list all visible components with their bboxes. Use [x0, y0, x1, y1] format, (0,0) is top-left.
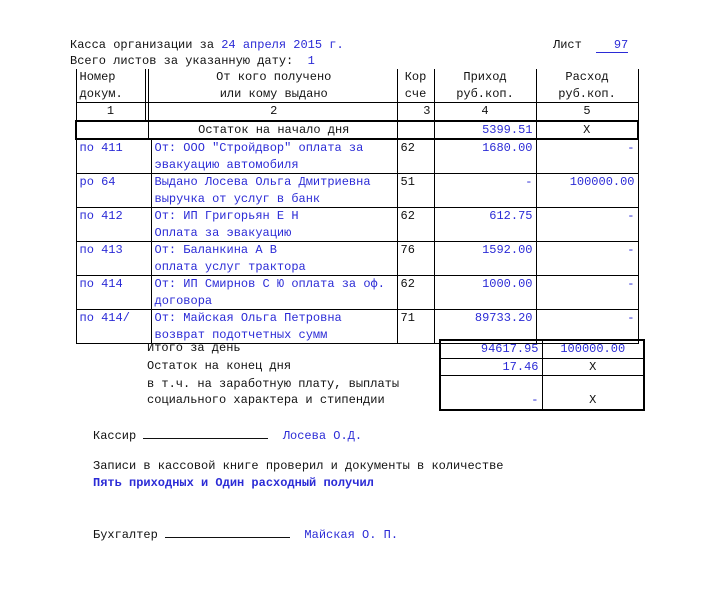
- documents-count: Пять приходных и Один расходный получил: [93, 476, 374, 490]
- ledger-row: [76, 157, 638, 174]
- row-doc-number: ро 64: [76, 174, 151, 191]
- sheets-count: 1: [307, 54, 315, 68]
- col-number-4: 4: [434, 103, 536, 121]
- sheet-label: Лист: [553, 38, 582, 52]
- cashier-label: Кассир: [93, 429, 137, 443]
- row-expense: -: [536, 310, 638, 327]
- header-row-2: [76, 86, 638, 103]
- ledger-row: [76, 276, 638, 293]
- sheet-header: [553, 38, 628, 53]
- ledger-row: [76, 208, 638, 225]
- opening-expense: X: [536, 121, 638, 140]
- row-expense: 100000.00: [536, 174, 638, 191]
- row-description: От: ИП Григорьян Е Н: [151, 208, 397, 225]
- col-out-header: Расход: [536, 69, 638, 86]
- day-total-expense: 100000.00: [542, 340, 644, 358]
- ledger-row: [76, 242, 638, 259]
- row-description: выручка от услуг в банк: [151, 191, 397, 208]
- cashier-line: [93, 427, 362, 443]
- col-num-header: Номер: [76, 69, 145, 86]
- col-from-header-2: или кому выдано: [219, 86, 328, 101]
- row-description: возврат подотчетных сумм: [151, 327, 397, 344]
- row-description: оплата услуг трактора: [151, 259, 397, 276]
- day-total-row: [75, 340, 644, 358]
- salary-row-2: [75, 392, 644, 410]
- cashier-name: Лосева О.Д.: [282, 429, 363, 443]
- salary-expense: X: [542, 392, 644, 410]
- cash-date: 24 апреля 2015 г.: [221, 38, 344, 52]
- cash-label: Касса организации за: [70, 38, 215, 52]
- closing-label: Остаток на конец дня: [147, 359, 292, 373]
- sheets-label: Всего листов за указанную дату:: [70, 54, 294, 68]
- row-income: 89733.20: [434, 310, 536, 327]
- row-doc-number: по 412: [76, 208, 151, 225]
- ledger-row: [76, 225, 638, 242]
- col-acc-header-2: сче: [397, 86, 434, 103]
- day-total-income: 94617.95: [440, 340, 542, 358]
- row-income: 1680.00: [434, 139, 536, 157]
- row-account: 51: [397, 174, 434, 191]
- ledger-row: [76, 310, 638, 327]
- closing-balance-row: [75, 358, 644, 376]
- col-number-3: 3: [397, 103, 434, 121]
- row-account: 62: [397, 139, 434, 157]
- salary-income: -: [440, 392, 542, 410]
- row-doc-number: по 414: [76, 276, 151, 293]
- row-doc-number: по 413: [76, 242, 151, 259]
- row-expense: -: [536, 139, 638, 157]
- row-account: 71: [397, 310, 434, 327]
- cash-ledger-table: [75, 69, 639, 344]
- col-in-header: Приход: [434, 69, 536, 86]
- accountant-name: Майская О. П.: [304, 528, 399, 542]
- col-number-1: 1: [76, 103, 145, 121]
- salary-row-1: [75, 376, 644, 393]
- row-description: эвакуацию автомобиля: [151, 157, 397, 174]
- accountant-line: [93, 526, 398, 542]
- opening-balance-row: [76, 121, 638, 140]
- sheet-number: 97: [596, 38, 628, 53]
- col-num-header-2: докум.: [76, 86, 145, 103]
- totals-table: [75, 339, 645, 411]
- ledger-row: [76, 293, 638, 310]
- row-description: От: Баланкина А В: [151, 242, 397, 259]
- closing-income: 17.46: [440, 358, 542, 376]
- row-description: договора: [151, 293, 397, 310]
- opening-label: Остаток на начало дня: [151, 121, 397, 140]
- day-total-label: Итого за день: [147, 341, 241, 355]
- sheets-count-line: [70, 54, 315, 68]
- column-numbers-row: [76, 103, 638, 121]
- row-income: 1592.00: [434, 242, 536, 259]
- row-expense: -: [536, 242, 638, 259]
- row-expense: -: [536, 276, 638, 293]
- col-from-header: От кого получено: [216, 70, 332, 84]
- ledger-row: [76, 174, 638, 191]
- accountant-signature-line: [165, 526, 290, 538]
- col-number-2: 2: [151, 103, 397, 121]
- row-description: От: ИП Смирнов С Ю оплата за оф.: [151, 276, 397, 293]
- row-income: -: [434, 174, 536, 191]
- opening-income: 5399.51: [434, 121, 536, 140]
- ledger-row: [76, 139, 638, 157]
- col-in-header-2: руб.коп.: [434, 86, 536, 103]
- row-doc-number: по 414/: [76, 310, 151, 327]
- row-description: От: Майская Ольга Петровна: [151, 310, 397, 327]
- col-number-5: 5: [536, 103, 638, 121]
- accountant-label: Бухгалтер: [93, 528, 158, 542]
- ledger-row: [76, 191, 638, 208]
- cash-header: [70, 38, 344, 52]
- salary-label-1: в т.ч. на заработную плату, выплаты: [147, 376, 400, 391]
- col-out-header-2: руб.коп.: [536, 86, 638, 103]
- ledger-row: [76, 259, 638, 276]
- header-row-1: [76, 69, 638, 86]
- row-income: 612.75: [434, 208, 536, 225]
- row-account: 62: [397, 276, 434, 293]
- row-doc-number: по 411: [76, 139, 151, 157]
- col-acc-header: Кор: [397, 69, 434, 86]
- row-expense: -: [536, 208, 638, 225]
- closing-expense: X: [542, 358, 644, 376]
- row-income: 1000.00: [434, 276, 536, 293]
- row-account: 76: [397, 242, 434, 259]
- row-description: От: ООО "Стройдвор" оплата за: [151, 139, 397, 157]
- cashier-signature-line: [143, 427, 268, 439]
- row-description: Оплата за эвакуацию: [151, 225, 397, 242]
- row-account: 62: [397, 208, 434, 225]
- check-text: Записи в кассовой книге проверил и документы в количестве: [93, 459, 504, 473]
- salary-label-2: социального характера и стипендии: [147, 393, 385, 407]
- row-description: Выдано Лосева Ольга Дмитриевна: [151, 174, 397, 191]
